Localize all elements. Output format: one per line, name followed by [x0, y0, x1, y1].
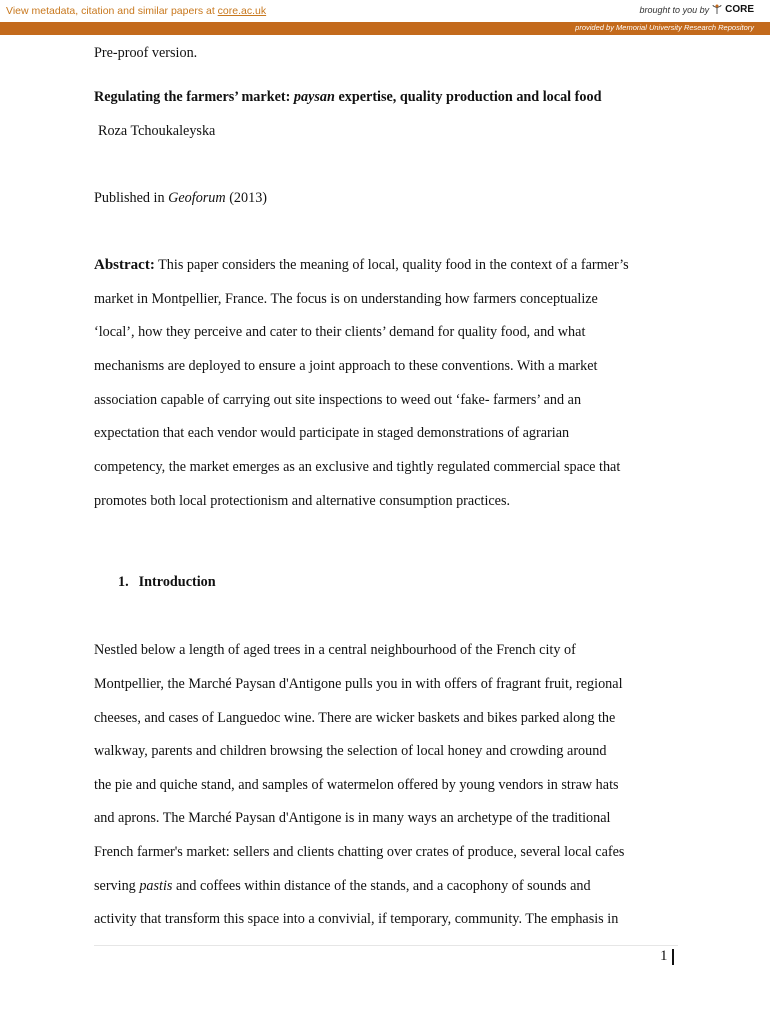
metadata-text: View metadata, citation and similar papers at	[6, 5, 218, 17]
abstract-line: association capable of carrying out site inspections to weed out ‘fake- farmers’ and an	[94, 392, 582, 408]
provider-bar	[0, 22, 770, 35]
body-text: serving	[94, 878, 140, 894]
abstract-text: This paper considers the meaning of local, quality food in the context of a farmer’s	[154, 257, 629, 273]
body-line: cheeses, and cases of Languedoc wine. There are wicker baskets and bikes parked along the	[94, 710, 616, 726]
page-number-bar	[672, 949, 674, 965]
body-line: walkway, parents and children browsing the selection of local honey and crowding around	[94, 743, 607, 759]
section-title: Introduction	[138, 574, 216, 590]
title-part-2: expertise, quality production and local food	[334, 89, 602, 105]
abstract-line: promotes both local protectionism and alternative consumption practices.	[94, 493, 511, 509]
body-line	[94, 877, 591, 895]
published-year: (2013)	[225, 190, 268, 206]
page-number	[660, 948, 674, 965]
body-line: the pie and quiche stand, and samples of watermelon offered by young vendors in straw hats	[94, 777, 619, 793]
footer-divider	[94, 945, 678, 946]
body-line: French farmer's market: sellers and clients chatting over crates of produce, several local cafes	[94, 844, 625, 860]
title-part-1: Regulating the farmers’ market:	[94, 89, 294, 105]
abstract-line-1	[94, 256, 629, 274]
body-line: Montpellier, the Marché Paysan d'Antigone pulls you in with offers of fragrant fruit, regional	[94, 676, 623, 692]
preproof-note: Pre-proof version.	[94, 45, 198, 61]
metadata-notice	[6, 5, 266, 17]
published-prefix: Published in	[94, 190, 169, 206]
page-number-text: 1	[660, 948, 668, 964]
abstract-line: mechanisms are deployed to ensure a joint approach to these conventions. With a market	[94, 358, 598, 374]
abstract-label: Abstract:	[94, 257, 155, 273]
body-line: and aprons. The Marché Paysan d'Antigone is in many ways an archetype of the traditional	[94, 810, 611, 826]
publication-info	[94, 189, 267, 207]
core-logo-icon	[712, 3, 722, 13]
brought-to-you-by[interactable]	[640, 4, 754, 15]
title-italic: paysan	[293, 89, 335, 105]
brought-text: brought to you by	[639, 4, 710, 15]
body-line: activity that transform this space into a convivial, if temporary, community. The emphasis in	[94, 911, 619, 927]
core-header-bar	[0, 0, 770, 22]
abstract-line: expectation that each vendor would participate in staged demonstrations of agrarian	[94, 425, 570, 441]
section-heading	[118, 573, 216, 591]
provided-by-text[interactable]: provided by Memorial University Research Repository	[575, 23, 754, 32]
abstract-line: market in Montpellier, France. The focus is on understanding how farmers conceptualize	[94, 291, 598, 307]
section-number: 1.	[118, 574, 129, 590]
core-link[interactable]: core.ac.uk	[217, 5, 267, 17]
core-label: CORE	[725, 4, 754, 15]
author-name: Roza Tchoukaleyska	[98, 123, 216, 139]
abstract-line: ‘local’, how they perceive and cater to their clients’ demand for quality food, and what	[94, 324, 586, 340]
body-line: Nestled below a length of aged trees in a central neighbourhood of the French city of	[94, 642, 576, 658]
journal-name: Geoforum	[168, 190, 226, 206]
paper-title	[94, 88, 601, 106]
abstract-line: competency, the market emerges as an exclusive and tightly regulated commercial space that	[94, 459, 621, 475]
italic-term: pastis	[139, 878, 173, 894]
body-text: and coffees within distance of the stands, and a cacophony of sounds and	[172, 878, 591, 894]
